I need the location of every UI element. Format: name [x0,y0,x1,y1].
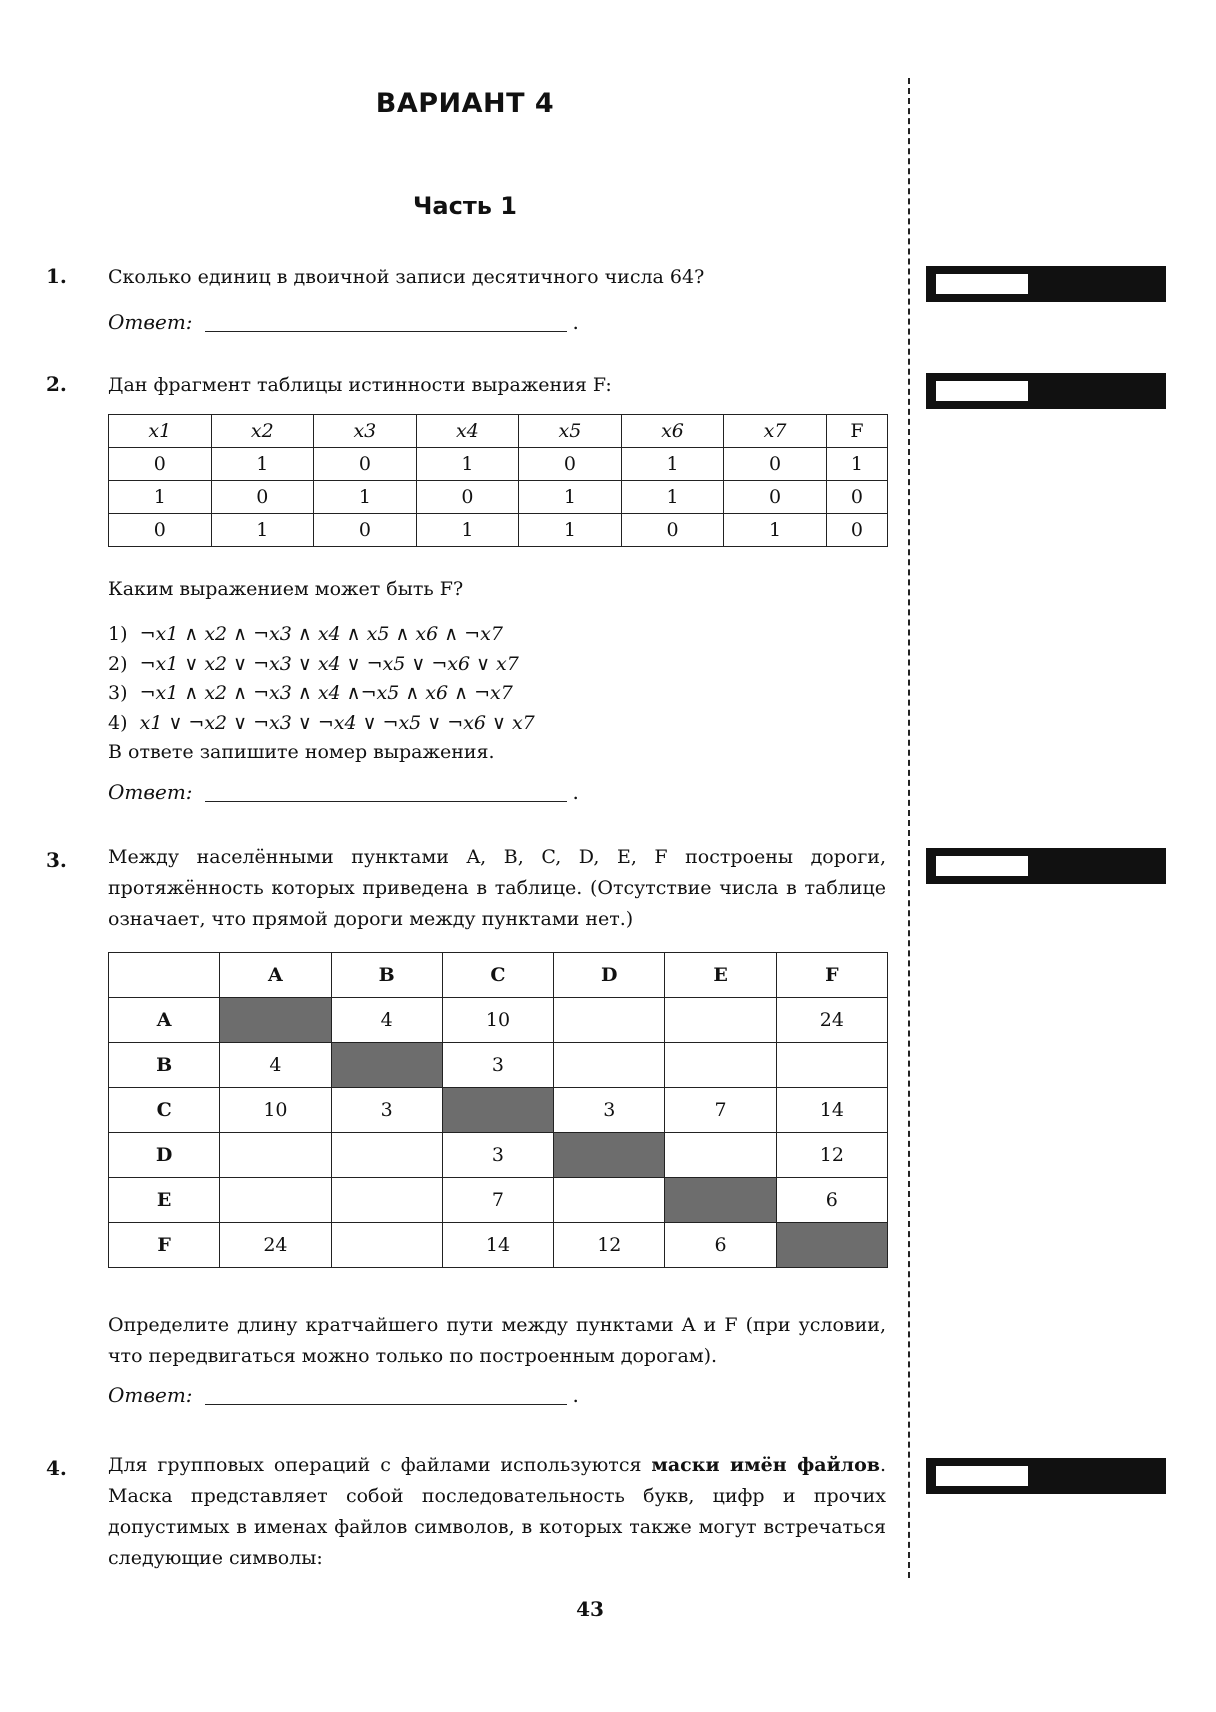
answer-label: Ответ: [108,1383,193,1407]
table-cell: 7 [665,1088,776,1133]
truth-table-header: x4 [416,415,519,448]
table-cell [665,1133,776,1178]
answer-box-3 [926,848,1166,884]
answer-dot: . [572,1383,579,1407]
answer-line[interactable] [205,1386,567,1405]
table-cell: 1 [211,448,314,481]
diagonal-cell [776,1223,887,1268]
row-label: C [109,1088,220,1133]
diagonal-cell [442,1088,553,1133]
table-cell [220,1178,331,1223]
question-3-number: 3. [46,848,67,872]
table-cell: 12 [776,1133,887,1178]
table-cell [554,1178,665,1223]
table-row [109,1043,888,1088]
truth-table-header: x5 [519,415,622,448]
truth-table-header: x3 [314,415,417,448]
roads-table-header-row [109,953,888,998]
table-cell: 0 [314,448,417,481]
table-cell: 1 [519,481,622,514]
answer-box-4-field[interactable] [936,1466,1028,1486]
table-cell: 14 [442,1223,553,1268]
option-instruction: В ответе запишите номер выражения. [108,741,495,763]
variant-title: ВАРИАНТ 4 [375,88,555,119]
table-cell: 1 [826,448,887,481]
question-3-question: Определите длину кратчайшего пути между пунктами A и F (при условии, что передвигаться можно только по построенным дорогам). [108,1314,886,1367]
table-cell [554,998,665,1043]
table-row [109,1178,888,1223]
question-1-answer [108,310,579,334]
table-cell: 0 [826,481,887,514]
table-cell: 10 [442,998,553,1043]
question-2-question: Каким выражением может быть F? [108,578,464,600]
option-list [108,620,535,768]
question-1-text: Сколько единиц в двоичной записи десятичного числа 64? [108,266,705,288]
row-label: F [109,1223,220,1268]
option-expression: x1 ∨ ¬x2 ∨ ¬x3 ∨ ¬x4 ∨ ¬x5 ∨ ¬x6 ∨ x7 [139,711,535,734]
diagonal-cell [554,1133,665,1178]
option-item [108,709,535,739]
roads-table-header: D [554,953,665,998]
table-cell: 1 [724,514,827,547]
table-cell: 3 [331,1088,442,1133]
table-cell [554,1043,665,1088]
table-cell: 1 [519,514,622,547]
row-label: B [109,1043,220,1088]
answer-box-1 [926,266,1166,302]
table-cell: 3 [442,1043,553,1088]
question-2-intro: Дан фрагмент таблицы истинности выражения F: [108,374,612,396]
table-cell: 0 [211,481,314,514]
roads-table-header: F [776,953,887,998]
table-row [109,1133,888,1178]
row-label: D [109,1133,220,1178]
option-number: 2) [108,652,128,675]
question-2-number: 2. [46,372,67,396]
table-cell: 14 [776,1088,887,1133]
table-cell: 7 [442,1178,553,1223]
cut-line [908,78,910,1578]
answer-box-3-field[interactable] [936,856,1028,876]
truth-table-header: x6 [621,415,724,448]
table-row [109,1223,888,1268]
table-row [109,481,888,514]
answer-line[interactable] [205,313,567,332]
table-cell: 1 [314,481,417,514]
row-label: E [109,1178,220,1223]
table-row [109,998,888,1043]
question-4-text-before: Для групповых операций с файлами используются [108,1454,652,1476]
diagonal-cell [665,1178,776,1223]
table-cell: 0 [724,481,827,514]
question-1-number: 1. [46,264,67,288]
question-4-text-after: . Маска представляет собой последовательность букв, цифр и прочих допустимых в именах файлов символов, в которых также могут встречаться следующие символы: [108,1454,886,1569]
question-3-text: Между населёнными пунктами A, B, C, D, E, F построены дороги, протяжённость которых приведена в таблице. (Отсутствие числа в таблице означает, что прямой дороги между пунктами нет.) [108,846,886,930]
table-cell [331,1133,442,1178]
truth-table-header: x1 [109,415,212,448]
answer-box-1-field[interactable] [936,274,1028,294]
answer-box-4 [926,1458,1166,1494]
page-number: 43 [576,1597,604,1621]
table-cell: 0 [826,514,887,547]
answer-dot: . [572,780,579,804]
table-cell [776,1043,887,1088]
option-item [108,620,535,650]
answer-dot: . [572,310,579,334]
option-expression: ¬x1 ∧ x2 ∧ ¬x3 ∧ x4 ∧ x5 ∧ x6 ∧ ¬x7 [139,623,503,645]
table-cell: 4 [331,998,442,1043]
question-3-answer [108,1383,579,1407]
roads-table-header: E [665,953,776,998]
diagonal-cell [220,998,331,1043]
table-cell: 1 [211,514,314,547]
table-cell: 0 [724,448,827,481]
table-cell: 1 [621,481,724,514]
table-cell [665,1043,776,1088]
table-row [109,514,888,547]
table-cell: 24 [220,1223,331,1268]
roads-table [108,952,888,1268]
roads-table-header: C [442,953,553,998]
option-expression: ¬x1 ∨ x2 ∨ ¬x3 ∨ x4 ∨ ¬x5 ∨ ¬x6 ∨ x7 [139,652,519,675]
table-cell: 0 [109,448,212,481]
truth-table-header: x2 [211,415,314,448]
row-label: A [109,998,220,1043]
table-cell: 3 [554,1088,665,1133]
table-cell: 24 [776,998,887,1043]
table-cell: 1 [109,481,212,514]
truth-table-header-row [109,415,888,448]
answer-line[interactable] [205,783,567,802]
table-row [109,448,888,481]
roads-table-header: A [220,953,331,998]
table-cell: 1 [416,448,519,481]
table-cell: 0 [314,514,417,547]
table-cell: 0 [109,514,212,547]
table-cell: 12 [554,1223,665,1268]
answer-box-2-field[interactable] [936,381,1028,401]
part-title: Часть 1 [413,192,517,220]
truth-table [108,414,888,547]
option-number: 4) [108,711,128,734]
option-number: 3) [108,682,128,704]
question-4-text-bold: маски имён файлов [651,1454,880,1476]
table-row [109,1088,888,1133]
table-cell [331,1223,442,1268]
table-cell: 0 [416,481,519,514]
question-4-text [108,1450,886,1574]
table-cell: 3 [442,1133,553,1178]
table-cell [665,998,776,1043]
table-cell: 6 [776,1178,887,1223]
table-cell: 1 [621,448,724,481]
truth-table-header: F [826,415,887,448]
table-cell: 10 [220,1088,331,1133]
truth-table-header: x7 [724,415,827,448]
table-cell: 1 [416,514,519,547]
table-cell: 0 [621,514,724,547]
table-cell: 0 [519,448,622,481]
answer-box-2 [926,373,1166,409]
table-cell [220,1133,331,1178]
table-cell: 6 [665,1223,776,1268]
answer-label: Ответ: [108,780,193,804]
table-cell [331,1178,442,1223]
question-4-number: 4. [46,1456,67,1480]
table-cell: 4 [220,1043,331,1088]
diagonal-cell [331,1043,442,1088]
question-2-answer [108,780,579,804]
option-item [108,650,535,680]
roads-table-header: B [331,953,442,998]
roads-table-corner [109,953,220,998]
answer-label: Ответ: [108,310,193,334]
option-number: 1) [108,623,128,645]
option-item [108,679,535,709]
option-expression: ¬x1 ∧ x2 ∧ ¬x3 ∧ x4 ∧¬x5 ∧ x6 ∧ ¬x7 [139,682,513,704]
